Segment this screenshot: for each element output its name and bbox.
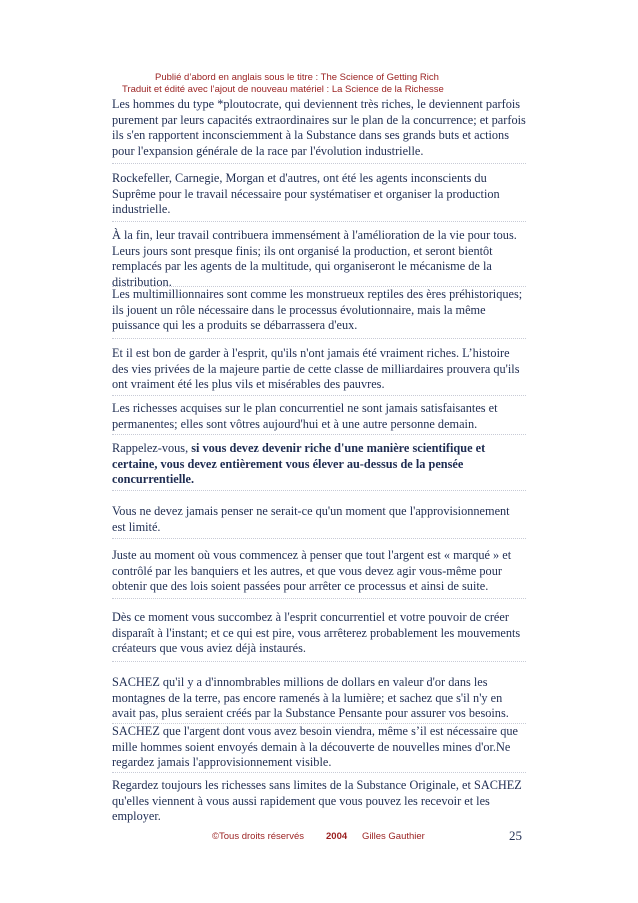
footer-year: 2004: [326, 831, 348, 842]
paragraph: Vous ne devez jamais penser ne serait-ce qu'un moment que l'approvisionnement est limité.: [112, 504, 510, 534]
paragraph-divider: [112, 434, 526, 435]
paragraph: Regardez toujours les richesses sans limites de la Substance Originale, et SACHEZ qu'elles viennent à vous aussi rapidement que vous pouvez les recevoir et les employer.: [112, 778, 522, 824]
paragraph: SACHEZ qu'il y a d'innombrables millions de dollars en valeur d'or dans les montagnes de la terre, pas encore ramenés à la lumière; et sachez que s'il n'y en avait pas, plus seraient créés par la Substance Pensante pour assurer vos besoins.: [112, 675, 509, 721]
paragraph: Les multimillionnaires sont comme les monstrueux reptiles des ères préhistoriques; ils jouent un rôle nécessaire dans le processus évolutionnaire, mais la même puissance qui les a produits se débarrassera d'eux.: [112, 287, 523, 333]
paragraph-divider: [112, 538, 526, 539]
header-translation-note: Traduit et édité avec l’ajout de nouveau matériel : La Science de la Richesse: [122, 84, 444, 95]
emphasis-text: si vous devez devenir riche d'une manière scientifique et certaine, vous devez entièrement vous élever au-dessus de la pensée concurrentielle.: [112, 441, 486, 487]
paragraph-divider: [112, 490, 526, 491]
header-original-title: Publié d’abord en anglais sous le titre : The Science of Getting Rich: [155, 72, 439, 83]
emphasis-paragraph: [112, 441, 526, 488]
paragraph: À la fin, leur travail contribuera immensément à l'amélioration de la vie pour tous. Leurs jours sont presque finis; ils ont organisé la production, et seront bientôt remplacés par les agents de la multitude, qui organiseront le mécanisme de la distribution.: [112, 228, 517, 289]
paragraph: Et il est bon de garder à l'esprit, qu'ils n'ont jamais été vraiment riches. L’histoire des vies privées de la majeure partie de cette classe de milliardaires prouvera qu'ils ont vraiment été les plus vils et misérables des pauvres.: [112, 346, 520, 392]
footer-copyright: ©Tous droits réservés: [212, 831, 305, 842]
page-number: 25: [509, 828, 522, 843]
paragraph-divider: [112, 772, 526, 773]
paragraph-divider: [112, 598, 526, 599]
paragraph: Rockefeller, Carnegie, Morgan et d'autres, ont été les agents inconscients du Suprême pour le travail nécessaire pour systématiser et organiser la production industrielle.: [112, 171, 500, 217]
paragraph-lead-text: Rappelez-vous,: [112, 441, 192, 455]
paragraph-divider: [112, 163, 526, 164]
paragraph: Les hommes du type *ploutocrate, qui deviennent très riches, le deviennent parfois purement par leurs capacités extraordinaires sur le plan de la concurrence; et parfois ils s'en rapportent inconsciemment à la Substance dans ses grands buts et actions pour l'expansion générale de la race par l'évolution industrielle.: [112, 97, 526, 158]
paragraph: SACHEZ que l'argent dont vous avez besoin viendra, même s’il est nécessaire que mille hommes soient envoyés demain à la découverte de nouvelles mines d'or.Ne regardez jamais l'approvisionnement visible.: [112, 724, 518, 770]
paragraph-divider: [112, 395, 526, 396]
footer-author: Gilles Gauthier: [362, 831, 425, 842]
paragraph-divider: [112, 221, 526, 222]
paragraph: Juste au moment où vous commencez à penser que tout l'argent est « marqué » et contrôlé par les banquiers et les autres, et que vous devez agir vous-même pour obtenir que des lois soient passées pour arrêter ce processus et ainsi de suite.: [112, 548, 512, 594]
paragraph: Dès ce moment vous succombez à l'esprit concurrentiel et votre pouvoir de créer disparaît à l'instant; et ce qui est pire, vous arrêterez probablement les mouvements créateurs que vous aviez déjà instaurés.: [112, 610, 521, 656]
paragraph-divider: [112, 338, 526, 339]
paragraph-divider: [112, 661, 526, 662]
paragraph: Les richesses acquises sur le plan concurrentiel ne sont jamais satisfaisantes et permanentes; elles sont vôtres aujourd'hui et à une autre personne demain.: [112, 401, 498, 431]
